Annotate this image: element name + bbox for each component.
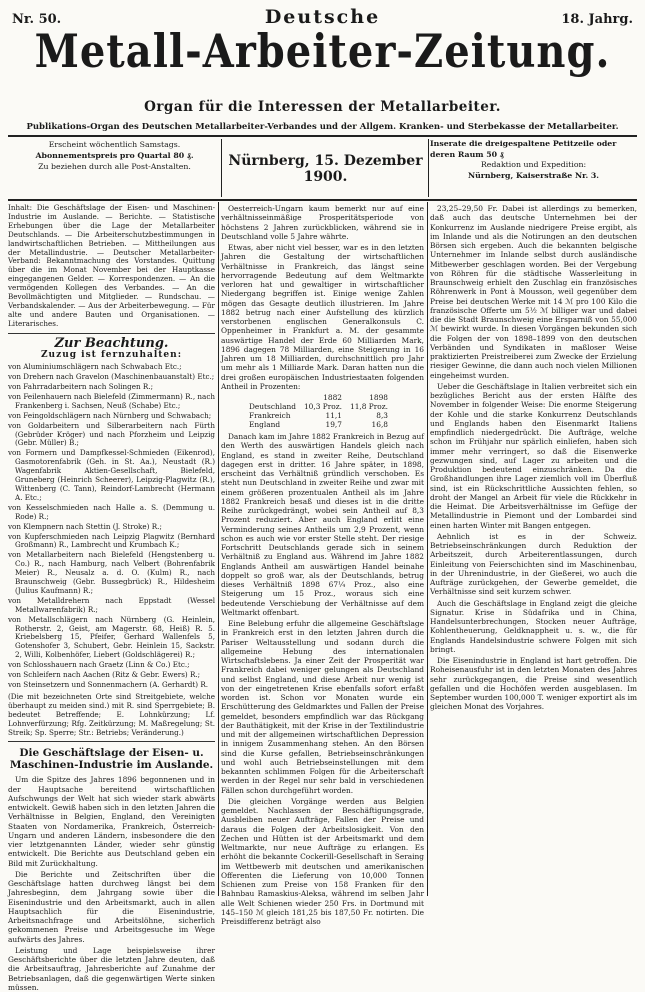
paragraph: Eine Belebung erfuhr die allgemeine Geschäftslage in Frankreich erst in den letzten Jahren durch die Pariser Weltausstellung und sodann durch die allgemeine Hebung des internationalen Wirtschaftslebens. Ja einer Zeit der Prosperität war Frankreich dabei weniger gelungen als Deutschland und selbst England, und diese Arbeit nur wenig ist von der eingetretenen Krise ebenfalls sofort erfaßt worden ist. Schon vor Monaten wurde ein Erschütterung des Geldmarktes und Fallen der Preise gemeldet, besonders empfindlich war das Rückgang der Bauthätigkeit, mit der Krise in der Textilindustrie und mit der allgemeinen wirtschaftlichen Depression in innigem Zusammenhang stehen. An den Börsen sind die Kurse gefallen, Betriebseinschränkungen und wohl auch Betriebseinstellungen mit dem bekannten schlimmen Folgen für die Arbeiterschaft werden in der Regel nur sehr bald in verschiedenen Fällen schon durchgeführt worden. — [221, 619, 424, 795]
paragraph: Aehnlich ist es in der Schweiz. Betriebseinschränkungen durch Reduktion der Arbeitszeit, durch Arbeiterentlassungen, durch Einleitung von Feierschichten sind im Maschinenbau, in der Uhrenindustrie, in der Gießerei, wo auch die Aufträge zurückgehen, der Gewerbe gemeldet, die Verhältnisse sind seit kurzem schwer. — [430, 531, 637, 597]
info-line: Redaktion und Expedition: — [480, 160, 587, 169]
volume-label: 18. Jahrg. — [561, 12, 633, 27]
subscription-info — [8, 139, 221, 172]
list-item: von Schleifern nach Aachen (Ritz & Gebr. Ewers) R.; — [8, 670, 201, 680]
article-body — [430, 204, 637, 712]
table-cell: 19,7 — [325, 420, 342, 429]
date-line: Nürnberg, 15. Dezember 1900. — [228, 153, 423, 185]
table-of-contents: Inhalt: Die Geschäftslage der Eisen- und Maschinen-Industrie im Auslande. — Berichte. — Statistische Erhebungen über die Lage der Metallarbeiter Deutschlands. — Die Arbeiterschutzbestimmungen in landwirtschaftlichen Betrieben. — Mittheilungen aus der Metallindustrie. — Deutscher Metallarbeiter-Verband: Bekanntmachung des Vorstandes. Quittung über die im Monat November bei der Hauptkasse eingegangenen Gelder. — Korrespondenzen. — An die vermögenden Kollegen des Verbandes. — An die Bevollmächtigten und Mitglieder. — Rundschau. — Verbandskalender. — Aus der Arbeiterbewegung. — Für alte und andere Bauten und Organisationen. — Literarisches. — [8, 203, 215, 328]
table-row — [245, 420, 392, 429]
column-3 — [430, 204, 637, 896]
info-line: Abonnementspreis pro Quartal 80 ₰. — [35, 151, 194, 160]
newspaper-page — [8, 4, 637, 992]
table-cell: Frankreich — [249, 411, 291, 420]
info-line: Erscheint wöchentlich Samstags. — [48, 140, 181, 149]
table-cell: 16,8 — [371, 420, 389, 429]
paragraph: Etwas, aber nicht viel besser, war es in den letzten Jahren die Gestaltung der wirtschaftlichen Verhältnisse in Frankreich, das längst seine hervorragende Bedeutung auf dem Weltmarkte verloren hat und gewaltiger in wirtschaftlicher Niedergang begriffen ist. Einige wenige Zahlen mögen das Gesagte deutlich illustrieren. Im Jahre 1882 betrug nach einer Aufstellung des kürzlich verstorbenen englischen Generalkonsuls C. Oppenheimer in Frankfurt a. M. der gesammte auswärtige Handel der Erde 60 Milliarden Mark, 1896 dagegen 78 Milliarden, eine Steigerung in 16 Jahren um 18 Milliarden, durchschnittlich pro Jahr um mehr als 1 Milliarde Mark. Daran hatten nun die drei großen europäischen Industriestaaten folgenden Antheil in Prozenten: — [221, 243, 424, 391]
paragraph: Auch die Geschäftslage in England zeigt die gleiche Signatur. Krise in Südafrika und in China, Handelsunterbrechungen, Stocken neuer Aufträge, Kohlentheuerung, Geldknappheit u. s. w., die für Englands Handelsindustrie schwere Folgen mit sich bringt. — [430, 598, 637, 654]
list-item: von Formern und Dampfkessel-Schmieden (Eikenrod), Gasmotorenfabrik (Geh. in St. Aa.), Neustadt (R.) Wagenfabrik Aktien-Gesellschaft, Bielefeld, Gruneberg (Heinrich Scheerer), Leipzig-Plagwitz (R.), Wittenberg (C. Tann), Reindorf-Lambrecht (Hermann A. Etc.; — [8, 448, 215, 502]
table-cell: 11,8 Proz. — [350, 402, 389, 411]
table-header-cell: 1898 — [369, 393, 389, 402]
paragraph: Die Berichte und Zeitschriften über die Geschäftslage hatten durchweg längst bei dem Jahresbeginn, dem Jahrgang sowie über die Eisenindustrie und den Arbeitsmarkt, auch in allen Hauptsachlich für die Eisenindustrie, Arbeitsnachfrage und Arbeitslöhne, sicherlich gekommenen Preise und Arbeitsgesuche im Wege aufwärts des Jahres. — [8, 869, 215, 944]
issue-number: Nr. 50. — [12, 12, 62, 27]
list-item: von Feingoldschlägern nach Nürnberg und Schwabach; — [8, 410, 212, 420]
list-item: von Fahrradarbeitern nach Solingen R.; — [8, 382, 154, 391]
trade-share-table — [245, 393, 392, 429]
info-line: Nürnberg, Kaiserstraße Nr. 3. — [467, 170, 600, 180]
list-item: von Metallarbeitern nach Bielefeld (Hengstenberg u. Co.) R., nach Hamburg, nach Velbert (Bohrenfabrik Meier) R., Neusalz a. d. O. (Kulm) R., nach Braunschweig (Gebr. Bussegbrück) R., Hildesheim (Julius Kaufmann) R.; — [8, 550, 215, 595]
advertising-info — [430, 139, 637, 181]
paragraph: Um die Spitze des Jahres 1896 begonnenen und in der Hauptsache bereitend wirtschaftlichen Aufschwungs der Welt hat sich wieder stark abwärts entwickelt. Gewiß haben sich in den letzten Jahren die Verhältnisse in Belgien, England, den Vereinigten Staaten von Nordamerika, Frankreich, Österreich-Ungarn und anderen Ländern, insbesondere die den vier letztgenannten Länder, wieder sehr günstig entwickelt. Die Berichte aus Deutschland geben ein Bild mit Zurückhaltung. — [8, 775, 215, 868]
separator — [8, 333, 215, 334]
list-item: von Kupferschmieden nach Leipzig Plagwitz (Bernhard Großmann) R., Lambrecht und Krumbach K.; — [8, 531, 215, 550]
column-1 — [8, 203, 215, 992]
list-item: von Metalldrehern nach Eppstadt (Wessel Metallwarenfabrik) R.; — [8, 595, 215, 614]
divider — [221, 139, 222, 197]
article-body — [8, 775, 215, 992]
paragraph: Die Eisenindustrie in England ist hart getroffen. Die Roheisenausfuhr ist in den letzten Monaten des Jahres sehr zurückgegangen, die Preise sind wesentlich gefallen und die Hochöfen werden ausgeblasen. Im September wurden 100,000 T. weniger exportirt als im gleichen Monat des Vorjahres. — [430, 656, 637, 712]
paragraph: Ueber die Geschäftslage in Italien verbreitet sich ein bezügliches Bericht aus der ersten Hälfte des November in folgender Weise: Die enorme Steigerung der Kohle und die starke Konkurrenz Deutschlands und Englands haben den Eisenmarkt Italiens empfindlich niedergedrückt. Die Aufträge, welche schon im Frühjahr nur spärlich einliefen, haben sich immer mehr verringert, so daß die Eisenwerke gezwungen sind, auf Lager zu arbeiten und die Produktion bedeutend einzuschränken. Da die Großhandlungen ihre Lager ziemlich voll im Überfluß sind, ist ein Rückschrittliche Aussichten fehlen, so droht der Mangel an Arbeit für viele die Rückkehr in die Heimat. Die Arbeitsverhältnisse im Gefüge der Metallindustrie in Piemont und der Lombardei sind einen harten Winter mit Bangen entgegen. — [430, 381, 637, 530]
publication-line: Publikations-Organ des Deutschen Metallarbeiter-Verbandes und der Allgem. Kranken- und Sterbekasse der Metallarbeiter. — [26, 122, 619, 132]
table-cell: 11,1 — [325, 411, 342, 420]
table-cell: England — [249, 420, 281, 429]
table-cell: 10,3 Proz. — [303, 402, 342, 411]
table-row — [245, 411, 392, 420]
list-item: von Feilenhauern nach Bielefeld (Zimmermann) R., nach Frankenberg i. Sachsen, Neuß (Schabe) Etc.; — [8, 391, 215, 410]
column-2 — [221, 204, 424, 926]
masthead-title: Metall-Arbeiter-Zeitung. — [34, 24, 611, 79]
list-item: von Schlosshauern nach Graetz (Linn & Co.) Etc.; — [8, 660, 190, 670]
masthead-kicker: Deutsche — [264, 6, 381, 28]
separator — [8, 741, 215, 742]
paragraph: Leistung und Lage beispielsweise ihrer Geschäftsberichte über die letzten Jahre deuten, daß die Arbeitsauftrag, Jahresberichte auf Zunahme der Betriebsanlagen, daß die gegenwärtigen Werte sinken müssen. — [8, 945, 215, 992]
list-item: von Aluminiumschlägern nach Schwabach Etc.; — [8, 362, 182, 372]
info-line: Inserate die dreigespaltene Petitzeile oder deren Raum 50 ₰ — [430, 139, 617, 159]
paragraph: Die gleichen Vorgänge werden aus Belgien gemeldet. Nachlassen der Beschäftigungsgrade, Ausbleiben neuer Aufträge, Fallen der Preise und daraus die Folgen der Arbeitslosigkeit. Von den Zechen und Hütten ist der Arbeitsmarkt und dem Weltmarkte, nur neue Aufträge zu erlangen. Es erhöht die bekannte Cockerill-Gesellschaft in Seraing im Wettbewerb mit deutschen und amerikanischen Offerenten die Lieferung von 10,000 Tonnen Schienen zum Preise von 158 Franken für den Bahnbau Ramaskius-Aleksa, während im selben Jahr alle Welt Schienen wieder 250 Frs. in Dortmund mit 145–150 ℳ gleich 181,25 bis 187,50 Fr. notirten. Die Preisdifferenz beträgt also — [221, 796, 424, 926]
article-body — [221, 204, 424, 391]
list-item: von Drehern nach Gravelon (Maschinenbauanstalt) Etc.; — [8, 372, 215, 382]
paragraph: Oesterreich-Ungarn kaum bemerkt nur auf eine verhältnisseinmäßige Prosperitätsperiode von höchstens 2 Jahren zurückblicken, während sie in Deutschland volle 5 Jahre währte. — [221, 204, 424, 241]
table-cell: Deutschland — [249, 402, 296, 411]
article-body — [221, 432, 424, 926]
list-item: von Steinsetzern und Sonnenmachern (A. Gerhardt) R. — [8, 680, 209, 689]
table-row — [245, 402, 392, 411]
divider — [428, 139, 429, 197]
info-line: Zu beziehen durch alle Post-Anstalten. — [38, 162, 191, 171]
article-title: Die Geschäftslage der Eisen- u. Maschinen-Industrie im Auslande. — [9, 747, 214, 772]
boycott-list — [8, 363, 215, 690]
paragraph: 23,25–29,50 Fr. Dabei ist allerdings zu bemerken, daß auch das deutsche Unternehmen bei der Konkurrenz im Auslande niedrigere Preise ergibt, als im Inlande und als die Notirungen an den deutschen Börsen sich ergeben. Auch die bekannten belgische Unternehmer im Inlande selbst durch ausländische Mitbewerber geschlagen worden. Bei der Vergebung von Röhren für die städtische Wasserleitung in Braunschweig erhielt den Zuschlag ein französisches Röhrenwerk in Pont à Mousson, weil gegenüber dem Preise bei deutschen Werke mit 14 ℳ pro 100 Kilo die französische Offerte um 5½ ℳ billiger war und dabei die die Stadt Braunschweig eine Ersparniß von 55,000 ℳ bewirkt wurde. In diesen Vorgängen bekunden sich die Folgen der von 1898–1899 von den deutschen Verbänden und Syndikaten in maßloser Weise praktizierten Preistreiberei zum Zwecke der Erzielung riesiger Gewinne, die dann auch noch vielen Millionen eingeheimst wurden. — [430, 204, 637, 380]
notice-subheading: Zuzug ist fernzuhalten: — [40, 349, 183, 360]
table-cell: 8,3 — [376, 411, 389, 420]
list-item: von Klempnern nach Stettin (J. Stroke) R.; — [8, 521, 162, 531]
list-item: von Kesselschmieden nach Halle a. S. (Demmung u. Rode) R.; — [8, 502, 215, 521]
masthead-organ: Organ für die Interessen der Metallarbeiter. — [144, 99, 501, 115]
paragraph: Danach kam im Jahre 1882 Frankreich in Bezug auf den Werth des auswärtigen Handels gleich nach England, es stand in zweiter Reihe, Deutschland dagegen erst in dritter. 16 Jahre später, in 1898, erscheint das Verhältniß gründlich verschoben. Es steht nun Deutschland in zweiter Reihe und zwar mit einem größeren prozentualen Antheil als im Jahre 1882 Frankreich besaß und dieses ist in die dritte Reihe zurückgedrängt, wobei sein Antheil auf 8,3 Prozent reduziert. Aber auch England erlitt eine Verminderung seines Antheils um 2,9 Prozent, wenn schon es auch wie vor erster Stelle steht. Der riesige Fortschritt Deutschlands gerade sich in seinem Verhältniß zu England aus. Während im Jahre 1882 Englands Antheil am auswärtigen Handel beinahe doppelt so groß war, als der Deutschlands, betrug dieses Verhältniß 1898 67¼ Proz., also eine Steigerung um 15 Proz., woraus sich eine bedeutende Verschiebung der Verhältnisse auf dem Weltmarkt offenbart. — [221, 432, 424, 617]
notice-heading: Zur Beachtung. — [54, 335, 169, 351]
legend-note: (Die mit bezeichneten Orte sind Streitgebiete, welche überhaupt zu meiden sind.) mit R. sind Sperrgebiete; B. bedeutet Betreffende; E. Lohnkürzung; Lf. Lohnverfürzung; Rfg. Zeitkürzung; M. Maßregelung; St. Streik; Sp. Sperre; Str.: Betriebs; Veränderung.) — [8, 691, 215, 737]
list-item: von Goldarbeitern und Silberarbeitern nach Fürth (Gebrüder Kröger) und nach Pforzheim und Leipzig (Gebr. Müller) B.; — [8, 420, 215, 448]
table-header-cell: 1882 — [323, 393, 342, 402]
info-bar — [8, 139, 637, 197]
column-divider — [427, 202, 428, 896]
column-divider — [218, 202, 219, 896]
list-item: von Metallschlägern nach Nürnberg (G. Heinlein, Rotherstr. 2, Geist, am Magerstr. 68, Heiß) R. 5. Kriebelsberg 15, Pfeifer, Gerhard Wallenfels 5, Gotenshofer 3, Schubert, Gebr. Heinlein 15, Sackstr. 2, Willi, Kolbenhöfer, Liebert (Goldschlägerei) R.; — [8, 614, 215, 660]
table-header-row — [245, 393, 392, 402]
table-header-cell — [245, 393, 300, 402]
infobar-rule — [8, 199, 637, 201]
masthead-rule — [8, 135, 637, 137]
